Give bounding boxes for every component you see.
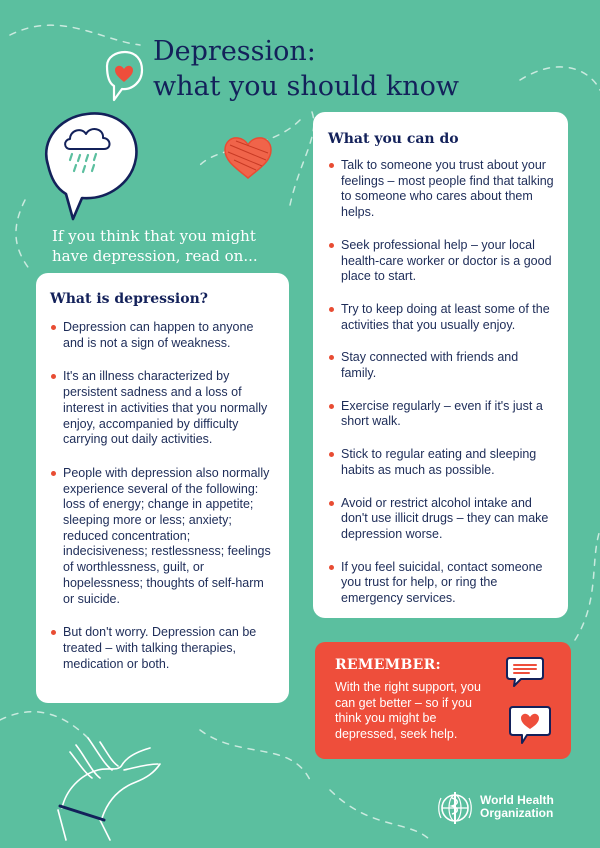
title-line-1: Depression:: [153, 36, 316, 67]
list-item: Talk to someone you trust about your feelings – most people find that talking to someone who cares about them helps.: [328, 158, 556, 221]
intro-line-2: have depression, read on...: [52, 247, 258, 265]
who-name-line-2: Organization: [480, 806, 554, 820]
list-item: Stay connected with friends and family.: [328, 350, 556, 381]
remember-box: [315, 642, 571, 759]
speech-heart-icon: [107, 52, 142, 100]
who-emblem-icon: [435, 788, 475, 828]
bullet-icon: [329, 404, 334, 409]
rain-cloud-bubble-icon: [46, 113, 136, 219]
bullet-icon: [329, 163, 334, 168]
what-you-can-do-card: [313, 112, 568, 618]
list-item: Avoid or restrict alcohol intake and don't use illicit drugs – they can make depression worse.: [328, 496, 556, 543]
intro-text: [52, 226, 292, 266]
bullet-icon: [329, 307, 334, 312]
remember-heading: REMEMBER:: [335, 657, 441, 673]
bullet-icon: [51, 374, 56, 379]
what-is-depression-card: [36, 273, 289, 703]
what-is-depression-heading: What is depression?: [50, 291, 208, 307]
list-item: Depression can happen to anyone and is not a sign of weakness.: [50, 320, 276, 351]
bullet-icon: [51, 630, 56, 635]
bullet-icon: [329, 452, 334, 457]
what-you-can-do-heading: What you can do: [328, 131, 459, 147]
title-line-2: what you should know: [153, 71, 460, 102]
bullet-icon: [329, 501, 334, 506]
bullet-icon: [51, 471, 56, 476]
chat-lines-icon: [505, 654, 545, 690]
who-name: [480, 794, 554, 820]
chat-heart-icon: [509, 704, 553, 748]
list-item: Stick to regular eating and sleeping habits as much as possible.: [328, 447, 556, 478]
remember-text: With the right support, you can get better – so if you think you might be depressed, seek help.: [335, 680, 481, 741]
list-item: Try to keep doing at least some of the activities that you usually enjoy.: [328, 302, 556, 333]
what-you-can-do-list: [328, 158, 556, 607]
list-item: If you feel suicidal, contact someone you trust for help, or ring the emergency services.: [328, 560, 556, 607]
bullet-icon: [329, 355, 334, 360]
list-item: Seek professional help – your local health-care worker or doctor is a good place to start.: [328, 238, 556, 285]
hands-icon: [58, 738, 160, 840]
intro-line-1: If you think that you might: [52, 227, 256, 245]
list-item: People with depression also normally experience several of the following: loss of energy; change in appetite; sleeping more or less; anxiety; reduced concentration; indecisiveness; restlessness; feelings of worthlessness, guilt, or hopelessness; thoughts of self-harm or suicide.: [50, 466, 276, 607]
list-item: Exercise regularly – even if it's just a short walk.: [328, 399, 556, 430]
what-is-depression-list: [50, 320, 276, 672]
scribble-heart-icon: [225, 138, 271, 178]
list-item: But don't worry. Depression can be treated – with talking therapies, medication or both.: [50, 625, 276, 672]
bullet-icon: [51, 325, 56, 330]
bullet-icon: [329, 243, 334, 248]
who-name-line-1: World Health: [480, 793, 554, 807]
who-logo: [435, 788, 575, 828]
list-item: It's an illness characterized by persistent sadness and a loss of interest in activities that you normally enjoy, accompanied by difficulty carrying out daily activities.: [50, 369, 276, 448]
bullet-icon: [329, 565, 334, 570]
page-title: [153, 34, 459, 104]
